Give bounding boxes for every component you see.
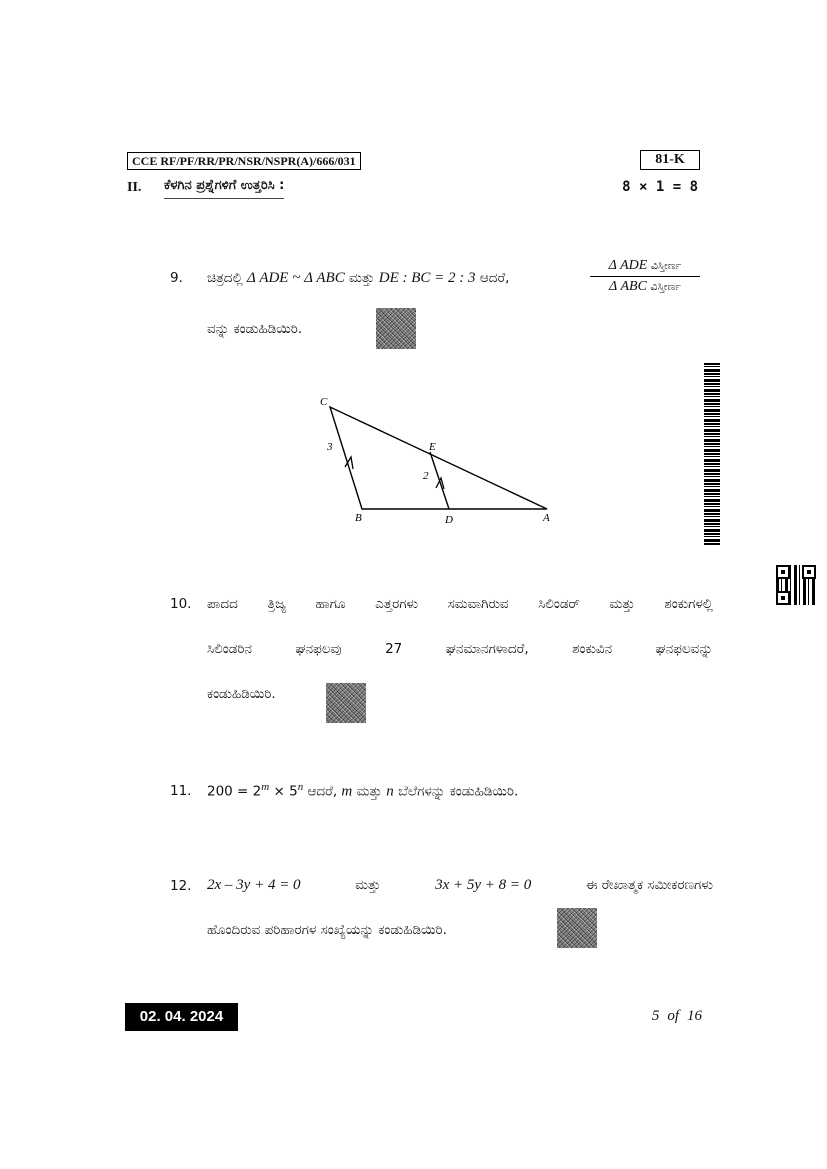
- exam-date: 02. 04. 2024: [125, 1003, 238, 1031]
- question-12-line-2: ಹೊಂದಿರುವ ಪರಿಹಾರಗಳ ಸಂಖ್ಯೆಯನ್ನು ಕಂಡುಹಿಡಿಯಿರಿ.: [207, 922, 447, 938]
- question-9-line-1: [207, 270, 509, 287]
- barcode: [704, 363, 720, 545]
- word: ಶಂಕುಗಳಲ್ಲಿ: [664, 596, 713, 612]
- section-instruction: ಕೆಳಗಿನ ಪ್ರಶ್ನೆಗಳಿಗೆ ಉತ್ತರಿಸಿ :: [164, 178, 284, 199]
- page-number: [600, 1008, 702, 1025]
- equation-part: × 5: [273, 783, 298, 800]
- label-a: A: [543, 512, 550, 524]
- section-number: II.: [127, 180, 142, 195]
- word: ಎತ್ತರಗಳು: [375, 596, 419, 612]
- question-11-if: ಆದರೆ,: [307, 783, 338, 800]
- question-11-end: ಬೆಲೆಗಳನ್ನು ಕಂಡುಹಿಡಿಯಿರಿ.: [398, 783, 519, 800]
- question-9-and: ಮತ್ತು: [349, 270, 375, 286]
- label-b: B: [355, 512, 362, 524]
- question-9-number: 9.: [170, 270, 183, 286]
- label-e: E: [429, 441, 436, 453]
- word: ಘನಫಲವು: [295, 641, 342, 657]
- label-length-cb: 3: [327, 441, 333, 453]
- word: ಸಿಲಿಂಡರ್: [538, 596, 580, 612]
- triangle-figure: [300, 385, 570, 530]
- qr-noise-stamp: [326, 683, 366, 723]
- variable-n: n: [386, 783, 394, 800]
- fraction-denominator: Δ ABC ವಿಸ್ತೀರ್ಣ: [609, 279, 681, 294]
- question-12-line-1: [207, 877, 713, 894]
- qr-noise-stamp: [557, 908, 597, 948]
- qr-finder: [776, 591, 790, 605]
- page-total: 16: [687, 1008, 702, 1024]
- label-c: C: [320, 396, 328, 408]
- word: ಮತ್ತು: [609, 596, 635, 612]
- question-12-text: ಈ ರೇಖಾತ್ಮಕ ಸಮೀಕರಣಗಳು: [585, 877, 713, 893]
- page-current: 5: [651, 1008, 660, 1024]
- word: ಘನಫಲವನ್ನು: [655, 641, 713, 657]
- question-9-line-2: ವನ್ನು ಕಂಡುಹಿಡಿಯಿರಿ.: [207, 321, 303, 337]
- qr-code: [776, 565, 816, 605]
- word: ಹಾಗೂ: [315, 596, 346, 612]
- word: ಸಿಲಿಂಡರಿನ: [207, 641, 252, 657]
- word: 27: [385, 641, 403, 657]
- word: ತ್ರಿಜ್ಯ: [267, 596, 287, 612]
- question-9-similarity: Δ ADE ~ Δ ABC: [247, 270, 345, 286]
- page-of: of: [667, 1008, 679, 1024]
- variable-m: m: [341, 783, 353, 800]
- equation-part: 200 = 2: [207, 783, 262, 800]
- word: ಸಮವಾಗಿರುವ: [447, 596, 509, 612]
- qr-finder: [802, 565, 816, 579]
- question-9-area-fraction: [590, 258, 700, 295]
- exponent-n: n: [297, 781, 304, 793]
- question-9-text: ಚಿತ್ರದಲ್ಲಿ: [207, 270, 243, 286]
- section-marks: 8 × 1 = 8: [622, 179, 698, 195]
- qr-noise-stamp: [376, 308, 416, 349]
- question-10-line-1: [207, 596, 713, 612]
- equation-2: 3x + 5y + 8 = 0: [435, 877, 532, 893]
- word: ಪಾದದ: [207, 596, 238, 612]
- question-12-and: ಮತ್ತು: [355, 877, 381, 893]
- word: ಶಂಕುವಿನ: [572, 641, 613, 657]
- label-length-ed: 2: [423, 470, 429, 482]
- paper-code-box: 81-K: [640, 150, 700, 170]
- question-12-number: 12.: [170, 878, 192, 894]
- question-10-line-3: ಕಂಡುಹಿಡಿಯಿರಿ.: [207, 686, 276, 702]
- question-11-number: 11.: [170, 783, 192, 799]
- equation-1: 2x – 3y + 4 = 0: [207, 877, 301, 893]
- exponent-m: m: [261, 781, 270, 793]
- fraction-numerator: Δ ADE ವಿಸ್ತೀರ್ಣ: [590, 258, 700, 277]
- subject-code-box: CCE RF/PF/RR/PR/NSR/NSPR(A)/666/031: [127, 152, 361, 170]
- question-11-and: ಮತ್ತು: [356, 783, 382, 800]
- question-10-line-2: [207, 641, 713, 657]
- question-9-ratio: DE : BC = 2 : 3: [378, 270, 476, 286]
- word: ಘನಮಾನಗಳಾದರೆ,: [445, 641, 529, 657]
- triangle-abc: [330, 407, 547, 509]
- question-10-number: 10.: [170, 596, 192, 612]
- question-11-line: [207, 781, 518, 801]
- label-d: D: [445, 514, 453, 526]
- qr-finder: [776, 565, 790, 579]
- question-9-if: ಆದರೆ,: [479, 270, 510, 286]
